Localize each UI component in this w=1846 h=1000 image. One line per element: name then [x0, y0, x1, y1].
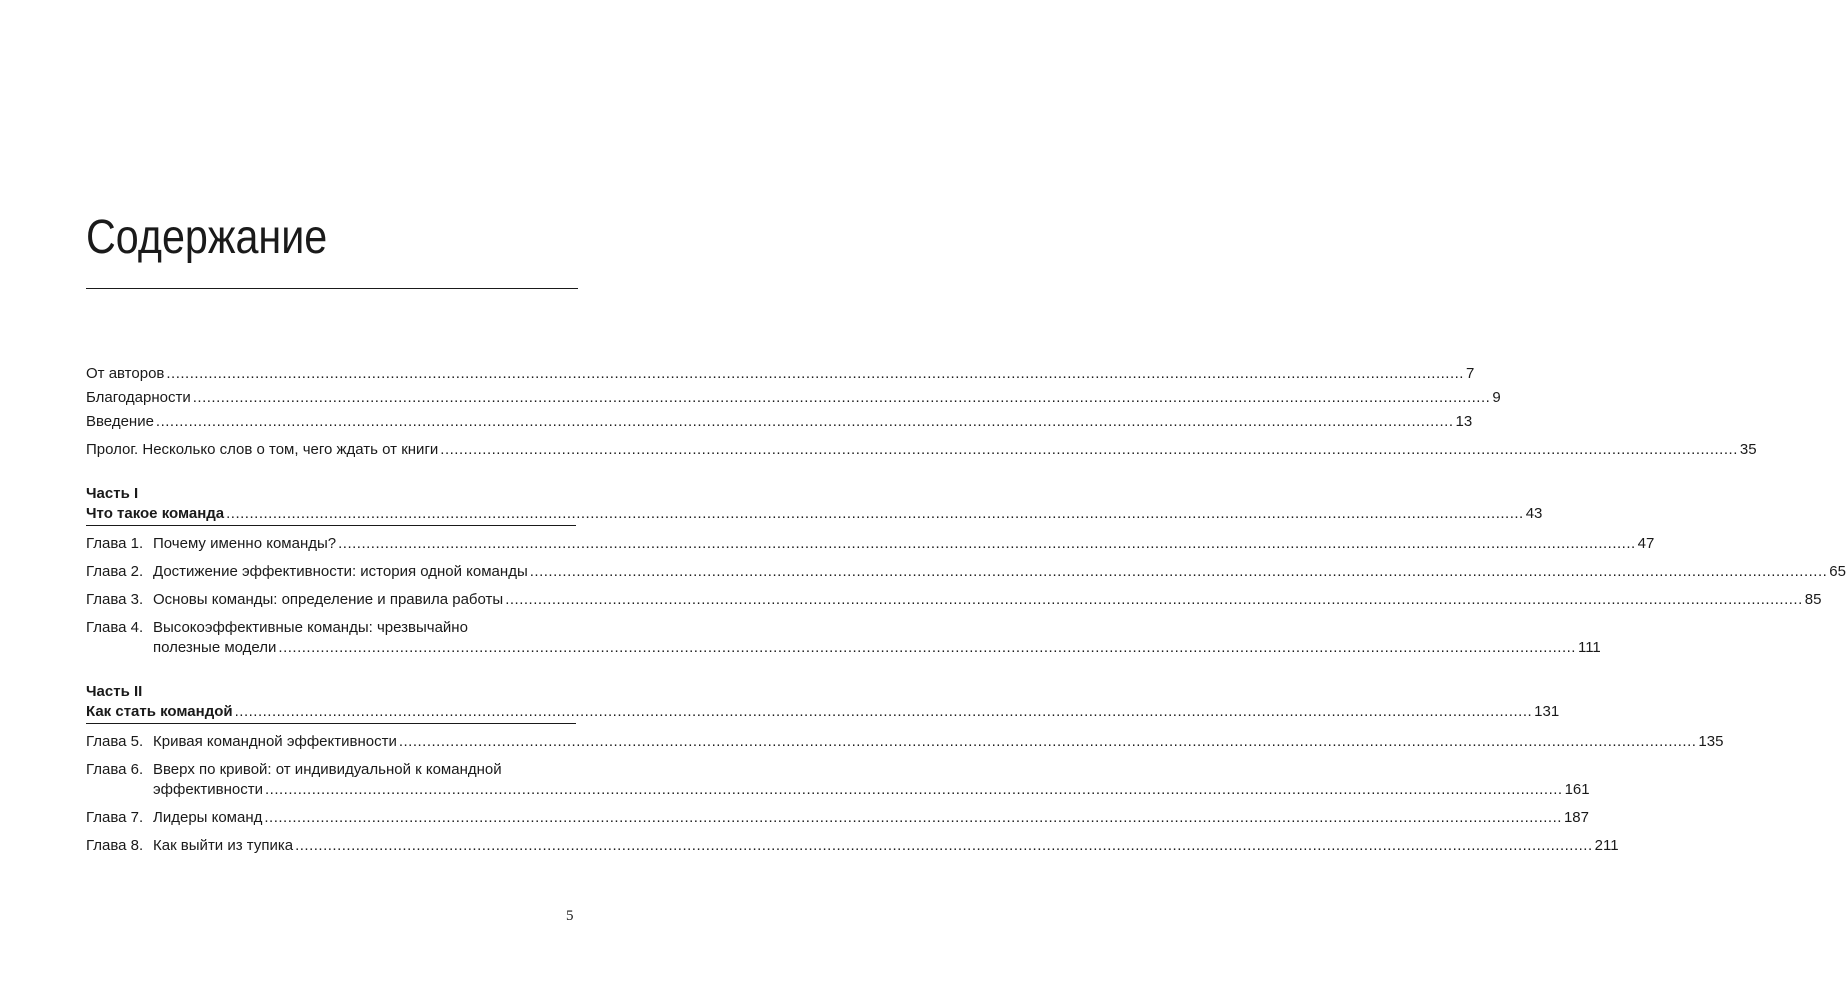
- toc-entry-prologue[interactable]: [86, 440, 1757, 460]
- toc-entry-introduction[interactable]: [86, 412, 1473, 432]
- chapter-title: Лидеры команд: [153, 809, 263, 826]
- toc-entry-chapter-8[interactable]: [86, 836, 1619, 856]
- dot-leader: [399, 732, 1697, 752]
- entry-title: Введение: [86, 413, 154, 430]
- toc-entry-chapter-1[interactable]: [86, 534, 1655, 554]
- entry-page: 47: [1637, 535, 1655, 552]
- entry-page: 9: [1492, 389, 1501, 406]
- chapter-label: Глава 3.: [86, 591, 144, 608]
- toc-entry-part-1[interactable]: [86, 504, 1543, 526]
- entry-title: От авторов: [86, 365, 165, 382]
- entry-page: 161: [1564, 781, 1590, 798]
- chapter-title-line-1: Высокоэффективные команды: чрезвычайно: [153, 619, 468, 636]
- toc-entry-thanks[interactable]: [86, 388, 1501, 408]
- chapter-title: Основы команды: определение и правила работы: [153, 591, 504, 608]
- entry-page: 35: [1739, 441, 1757, 458]
- entry-page: 135: [1698, 733, 1724, 750]
- toc-entry-chapter-2[interactable]: [86, 562, 1846, 582]
- dot-leader: [264, 808, 1562, 828]
- dot-leader: [166, 364, 1464, 384]
- chapter-label: Глава 8.: [86, 837, 144, 854]
- entry-page: 187: [1563, 809, 1589, 826]
- dot-leader: [278, 638, 1576, 658]
- entry-page: 7: [1465, 365, 1475, 382]
- chapter-title-line-1: Вверх по кривой: от индивидуальной к командной: [153, 761, 502, 778]
- title-rule: [86, 288, 578, 289]
- chapter-title-line-2: эффективности: [153, 781, 264, 798]
- entry-page: 65: [1829, 563, 1846, 580]
- dot-leader: [505, 590, 1803, 610]
- dot-leader: [226, 504, 1524, 524]
- part-name: Как стать командой: [86, 703, 233, 720]
- chapter-title: Как выйти из тупика: [153, 837, 294, 854]
- toc-entry-chapter-7[interactable]: [86, 808, 1589, 828]
- chapter-title-line-2: полезные модели: [153, 639, 277, 656]
- chapter-title: Достижение эффективности: история одной команды: [153, 563, 528, 580]
- part-name: Что такое команда: [86, 505, 225, 522]
- entry-page: 211: [1594, 837, 1619, 854]
- toc-entry-part-2[interactable]: [86, 702, 1560, 724]
- entry-page: 13: [1455, 413, 1473, 430]
- chapter-title: Кривая командной эффективности: [153, 733, 397, 750]
- page-title: Содержание: [86, 211, 328, 264]
- chapter-title: Почему именно команды?: [153, 535, 337, 552]
- dot-leader: [295, 836, 1593, 856]
- dot-leader: [440, 440, 1738, 460]
- page-number: 5: [566, 908, 574, 924]
- chapter-label: Глава 6.: [86, 761, 144, 778]
- entry-title: Благодарности: [86, 389, 191, 406]
- toc-entry-chapter-5[interactable]: [86, 732, 1724, 752]
- entry-page: 85: [1804, 591, 1822, 608]
- table-of-contents: [86, 364, 1846, 864]
- dot-leader: [193, 388, 1491, 408]
- entry-page: 111: [1577, 639, 1601, 656]
- chapter-label: Глава 2.: [86, 563, 144, 580]
- chapter-label: Глава 4.: [86, 619, 144, 636]
- entry-title: Пролог. Несколько слов о том, чего ждать от книги: [86, 441, 439, 458]
- toc-entry-authors[interactable]: [86, 364, 1475, 384]
- entry-page: 43: [1525, 505, 1543, 522]
- dot-leader: [235, 702, 1533, 722]
- entry-page: 131: [1534, 703, 1560, 720]
- chapter-label: Глава 7.: [86, 809, 144, 826]
- dot-leader: [156, 412, 1454, 432]
- dot-leader: [530, 562, 1828, 582]
- part-1-heading: Часть I: [86, 485, 139, 502]
- dot-leader: [338, 534, 1636, 554]
- toc-entry-chapter-3[interactable]: [86, 590, 1822, 610]
- dot-leader: [265, 780, 1563, 800]
- chapter-label: Глава 1.: [86, 535, 144, 552]
- chapter-label: Глава 5.: [86, 733, 144, 750]
- part-2-heading: Часть II: [86, 683, 143, 700]
- toc-entry-chapter-6[interactable]: [86, 760, 1590, 800]
- toc-entry-chapter-4[interactable]: [86, 618, 1601, 658]
